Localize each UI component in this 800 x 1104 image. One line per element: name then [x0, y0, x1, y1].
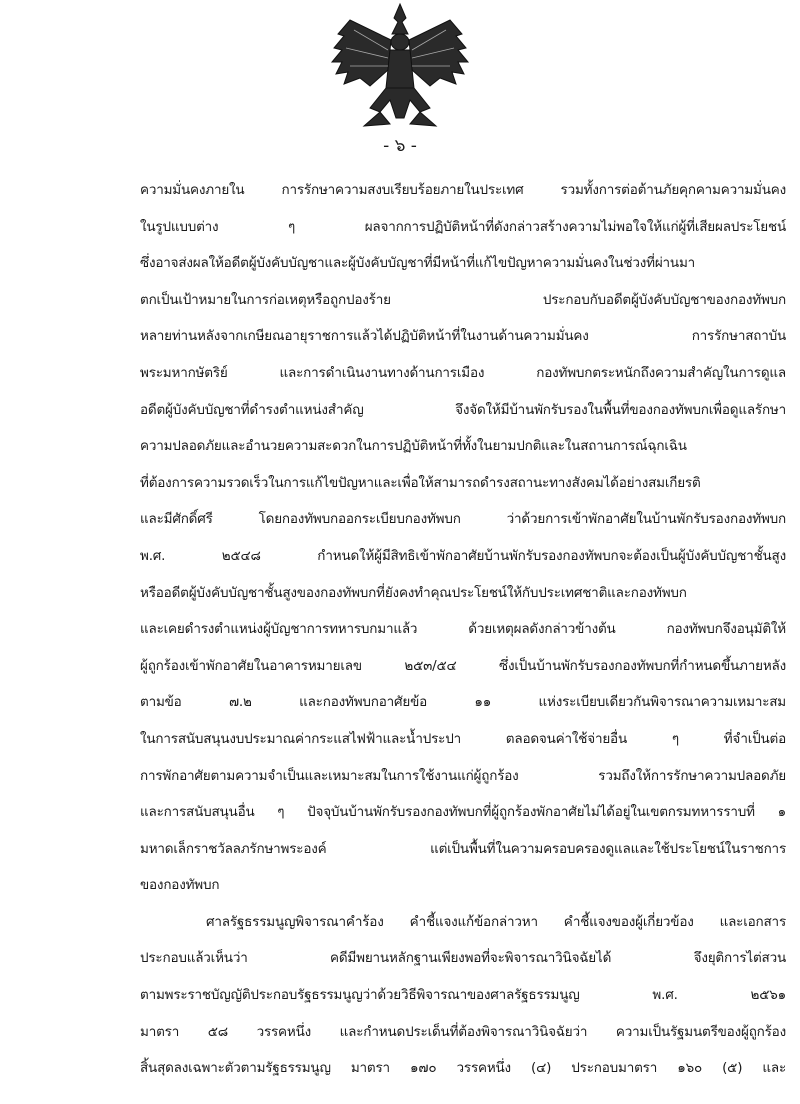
- text-line: และการสนับสนุนอื่น ๆ ปัจจุบันบ้านพักรับรองกองทัพบกที่ผู้ถูกร้องพักอาศัยไม่ได้อยู่ในเขตกรมทหารราบที่ ๑: [140, 804, 786, 821]
- text-line: มาตรา ๕๘ วรรคหนึ่ง และกำหนดประเด็นที่ต้องพิจารณาวินิจฉัยว่า ความเป็นรัฐมนตรีของผู้ถูกร้อง: [140, 1023, 786, 1040]
- text-line: ซึ่งอาจส่งผลให้อดีตผู้บังคับบัญชาและผู้บังคับบัญชาที่มีหน้าที่แก้ไขปัญหาความมั่นคงในช่วงที่ผ่านมา: [140, 255, 696, 272]
- text-line: สิ้นสุดลงเฉพาะตัวตามรัฐธรรมนูญ มาตรา ๑๗๐ วรรคหนึ่ง (๔) ประกอบมาตรา ๑๖๐ (๕) และ: [140, 1060, 786, 1077]
- text-line: ผู้ถูกร้องเข้าพักอาศัยในอาคารหมายเลข ๒๕๓/๕๔ ซึ่งเป็นบ้านพักรับรองกองทัพบกที่กำหนดขึ้นภายหลัง: [140, 657, 786, 674]
- text-line: ที่ต้องการความรวดเร็วในการแก้ไขปัญหาและเพื่อให้สามารถดำรงสถานะทางสังคมได้อย่างสมเกียรติ: [140, 474, 701, 491]
- text-line: ของกองทัพบก: [140, 877, 220, 894]
- page-number: - ๖ -: [383, 136, 417, 156]
- text-line: หรืออดีตผู้บังคับบัญชาชั้นสูงของกองทัพบกที่ยังคงทำคุณประโยชน์ให้กับประเทศชาติและกองทัพบก: [140, 584, 687, 601]
- text-line: มหาดเล็กราชวัลลภรักษาพระองค์ แต่เป็นพื้นที่ในความครอบครองดูแลและใช้ประโยชน์ในราชการ: [140, 840, 786, 857]
- text-line: ตามพระราชบัญญัติประกอบรัฐธรรมนูญว่าด้วยวิธีพิจารณาของศาลรัฐธรรมนูญ พ.ศ. ๒๕๖๑: [140, 987, 786, 1004]
- text-line: ในการสนับสนุนงบประมาณค่ากระแสไฟฟ้าและน้ำประปา ตลอดจนค่าใช้จ่ายอื่น ๆ ที่จำเป็นต่อ: [140, 730, 786, 747]
- document-body: [140, 172, 786, 1087]
- text-line: ประกอบแล้วเห็นว่า คดีมีพยานหลักฐานเพียงพอที่จะพิจารณาวินิจฉัยได้ จึงยุติการไต่สวน: [140, 950, 786, 967]
- text-line: ตามข้อ ๗.๒ และกองทัพบกอาศัยข้อ ๑๑ แห่งระเบียบเดียวกันพิจารณาความเหมาะสม: [140, 694, 786, 711]
- text-line: และมีศักดิ์ศรี โดยกองทัพบกออกระเบียบกองทัพบก ว่าด้วยการเข้าพักอาศัยในบ้านพักรับรองกองทัพบก: [140, 511, 786, 528]
- text-line: ในรูปแบบต่าง ๆ ผลจากการปฏิบัติหน้าที่ดังกล่าวสร้างความไม่พอใจให้แก่ผู้ที่เสียผลประโยชน์: [140, 218, 786, 235]
- text-line: และเคยดำรงตำแหน่งผู้บัญชาการทหารบกมาแล้ว ด้วยเหตุผลดังกล่าวข้างต้น กองทัพบกจึงอนุมัติให้: [140, 621, 786, 638]
- text-line: การพักอาศัยตามความจำเป็นและเหมาะสมในการใช้งานแก่ผู้ถูกร้อง รวมถึงให้การรักษาความปลอดภัย: [140, 767, 786, 784]
- text-line: ตกเป็นเป้าหมายในการก่อเหตุหรือถูกปองร้าย ประกอบกับอดีตผู้บังคับบัญชาของกองทัพบก: [140, 291, 786, 308]
- text-line: ความมั่นคงภายใน การรักษาความสงบเรียบร้อยภายในประเทศ รวมทั้งการต่อต้านภัยคุกคามความมั่นคง: [140, 182, 786, 198]
- text-line: พ.ศ. ๒๕๔๘ กำหนดให้ผู้มีสิทธิเข้าพักอาศัยบ้านพักรับรองกองทัพบกจะต้องเป็นผู้บังคับบัญชาชั้นสูง: [140, 547, 786, 564]
- text-line: หลายท่านหลังจากเกษียณอายุราชการแล้วได้ปฏิบัติหน้าที่ในงานด้านความมั่นคง การรักษาสถาบัน: [140, 328, 786, 345]
- paragraph-first-line: ศาลรัฐธรรมนูญพิจารณาคำร้อง คำชี้แจงแก้ข้อกล่าวหา คำชี้แจงของผู้เกี่ยวข้อง และเอกสาร: [206, 913, 786, 930]
- text-line: ความปลอดภัยและอำนวยความสะดวกในการปฏิบัติหน้าที่ทั้งในยามปกติและในสถานการณ์ฉุกเฉิน: [140, 438, 687, 455]
- garuda-emblem: [330, 0, 470, 135]
- text-line: อดีตผู้บังคับบัญชาที่ดำรงตำแหน่งสำคัญ จึงจัดให้มีบ้านพักรับรองในพื้นที่ของกองทัพบกเพื่อดูแลรักษา: [140, 401, 786, 418]
- text-line: พระมหากษัตริย์ และการดำเนินงานทางด้านการเมือง กองทัพบกตระหนักถึงความสำคัญในการดูแล: [140, 364, 786, 381]
